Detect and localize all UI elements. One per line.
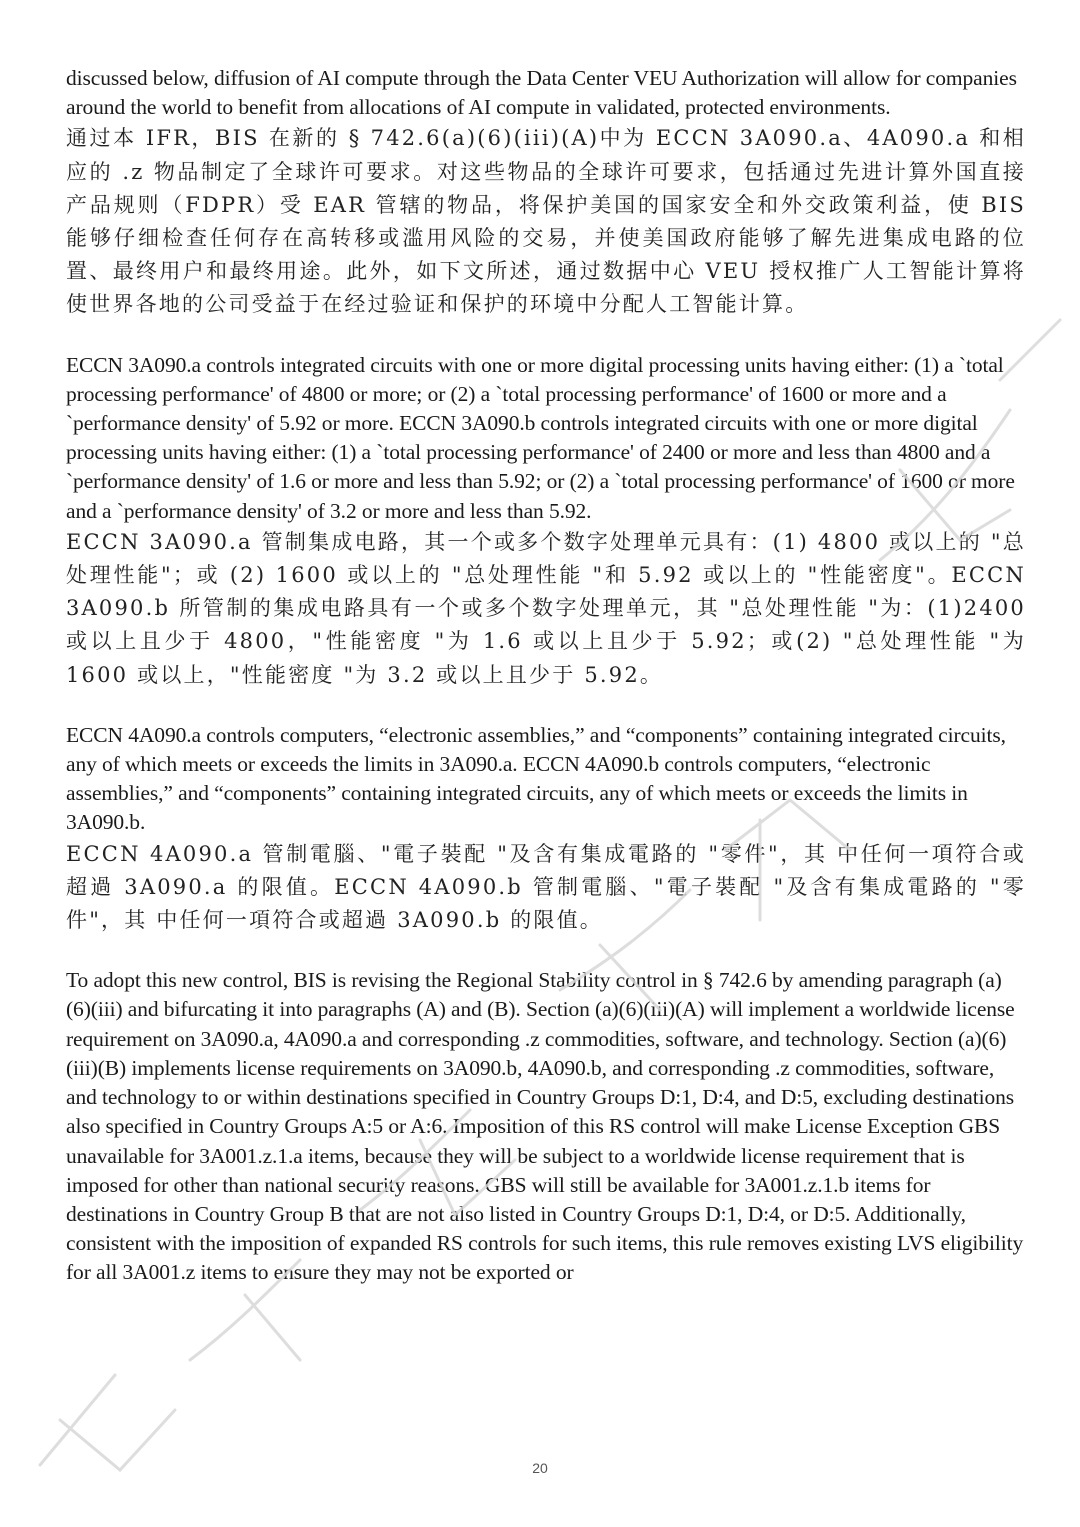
paragraph-spacer [66, 937, 1026, 966]
paragraph-regional-stability-control: To adopt this new control, BIS is revising the Regional Stability control in § 742.6 by amending paragraph (a)(6)(iii) and bifurcating it into paragraphs (A) and (B). Section (a)(6)(iii)(A) will implement a worldwide license requirement on 3A090.a, 4A090.a and corresponding .z commodities, software, and technology. Section (a)(6)(iii)(B) implements license requirements on 3A090.b, 4A090.b, and corresponding .z commodities, software, and technology to or within destinations specified in Country Groups D:1, D:4, and D:5, excluding destinations also specified in Country Groups A:5 or A:6. Imposition of this RS control will make License Exception GBS unavailable for 3A001.z.1.a items, because they will be subject to a worldwide license requirement that is imposed for other than national security reasons. GBS will still be available for 3A001.z.1.b items for destinations in Country Group B that are not also listed in Country Groups D:1, D:4, or D:5. Additionally, consistent with the imposition of expanded RS controls for such items, this rule removes existing LVS eligibility for all 3A001.z items to ensure they may not be exported or [66, 968, 1024, 1285]
paragraph-ai-compute-diffusion: discussed below, diffusion of AI compute through the Data Center VEU Authorization will allow for companies around the world to benefit from allocations of AI compute in validated, protected environments. [66, 66, 1017, 120]
page-number: 20 [532, 1460, 548, 1476]
document-body [66, 64, 1026, 1288]
paragraph-zh-eccn-4a090: ECCN 4A090.a 管制電腦、"電子裝配 "及含有集成電路的 "零件"，其 中任何一項符合或超過 3A090.a 的限值。ECCN 4A090.b 管制電腦、"電子裝配 "及含有集成電路的 "零件"，其 中任何一項符合或超過 3A090.b 的限值。 [66, 841, 1026, 933]
paragraph-zh-worldwide-license: 通过本 IFR，BIS 在新的 § 742.6(a)(6)(iii)(A)中为 ECCN 3A090.a、4A090.a 和相应的 .z 物品制定了全球许可要求。对这些物品的全球许可要求，包括通过先进计算外国直接产品规则（FDPR）受 EAR 管辖的物品，将保护美国的国家安全和外交政策利益，使 BIS 能够仔细检查任何存在高转移或滥用风险的交易，并使美国政府能够了解先进集成电路的位置、最终用户和最终用途。此外，如下文所述，通过数据中心 VEU 授权推广人工智能计算将使世界各地的公司受益于在经过验证和保护的环境中分配人工智能计算。 [66, 126, 1026, 317]
paragraph-eccn-3a090: ECCN 3A090.a controls integrated circuits with one or more digital processing units having either: (1) a `total processing performance' of 4800 or more; or (2) a `total processing performance' of 1600 or more and a `performance density' of 5.92 or more. ECCN 3A090.b controls integrated circuits with one or more digital processing units having either: (1) a `total processing performance' of 2400 or more and less than 4800 and a `performance density' of 1.6 or more and less than 5.92; or (2) a `total processing performance' of 1600 or more and a `performance density' of 3.2 or more and less than 5.92. [66, 352, 1015, 523]
paragraph-spacer [66, 692, 1026, 721]
paragraph-eccn-4a090: ECCN 4A090.a controls computers, “electronic assemblies,” and “components” containing integrated circuits, any of which meets or exceeds the limits in 3A090.a. ECCN 4A090.b controls computers, “electronic assemblies,” and “components” containing integrated circuits, any of which meets or exceeds the limits in 3A090.b. [66, 722, 1006, 835]
paragraph-zh-eccn-3a090: ECCN 3A090.a 管制集成电路，其一个或多个数字处理单元具有：(1) 4800 或以上的 "总处理性能"；或 (2) 1600 或以上的 "总处理性能 "和 5.92 或以上的 "性能密度"。ECCN 3A090.b 所管制的集成电路具有一个或多个数字处理单元，其 "总处理性能 "为：(1)2400 或以上且少于 4800，"性能密度 "为 1.6 或以上且少于 5.92；或(2) "总处理性能 "为 1600 或以上，"性能密度 "为 3.2 或以上且少于 5.92。 [66, 529, 1026, 687]
paragraph-spacer [66, 322, 1026, 351]
